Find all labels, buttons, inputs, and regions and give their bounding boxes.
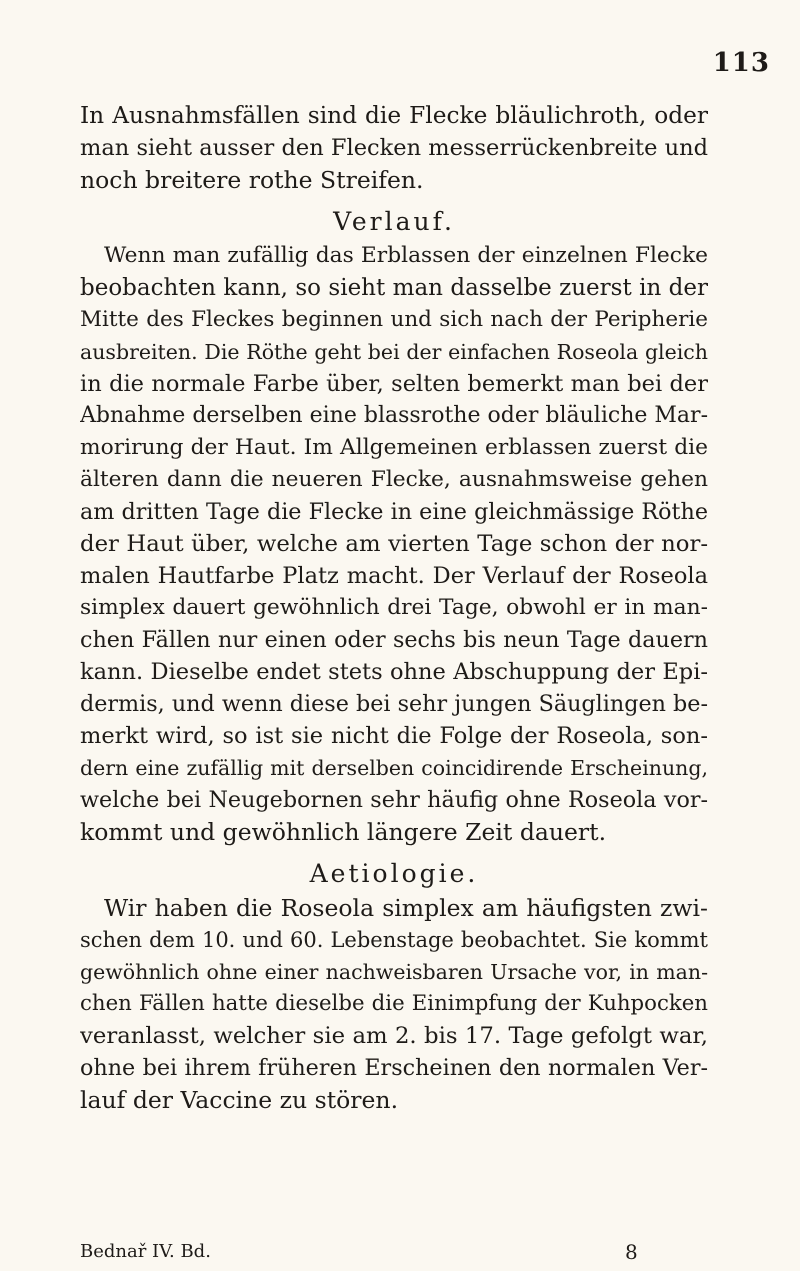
text-line: beobachten kann, so sieht man dasselbe zuerst in der [80, 275, 708, 301]
text-line: simplex dauert gewöhnlich drei Tage, obwohl er in man- [80, 595, 708, 620]
text-line: welche bei Neugebornen sehr häufig ohne Roseola vor- [80, 787, 708, 813]
text-line: gewöhnlich ohne einer nachweisbaren Ursache vor, in man- [80, 960, 708, 984]
signature-mark: Bednař IV. Bd. [80, 1241, 211, 1262]
text-line: noch breitere rothe Streifen. [80, 166, 424, 194]
text-line: älteren dann die neueren Flecke, ausnahmsweise gehen [80, 467, 708, 492]
text-line: Wenn man zufällig das Erblassen der einzelnen Flecke [104, 243, 708, 268]
text-line: man sieht ausser den Flecken messerrückenbreite und [80, 135, 708, 161]
text-line: In Ausnahmsfällen sind die Flecke bläulichroth, oder [80, 102, 708, 129]
paragraph-3 [80, 892, 708, 1116]
section-heading-verlauf: Verlauf. [333, 207, 455, 236]
page-number: 113 [712, 48, 770, 78]
text-line: merkt wird, so ist sie nicht die Folge der Roseola, son- [80, 723, 708, 749]
text-line: dermis, und wenn diese bei sehr jungen Säuglingen be- [80, 691, 708, 717]
text-line: Mitte des Fleckes beginnen und sich nach der Peripherie [80, 307, 708, 332]
section-heading-aetiologie: Aetiologie. [309, 859, 479, 888]
text-block [80, 100, 708, 1116]
text-line: in die normale Farbe über, selten bemerkt man bei der [80, 371, 708, 397]
text-line: kann. Dieselbe endet stets ohne Abschuppung der Epi- [80, 659, 708, 685]
text-line: chen Fällen nur einen oder sechs bis neun Tage dauern [80, 627, 708, 653]
text-line: morirung der Haut. Im Allgemeinen erblassen zuerst die [80, 435, 708, 460]
text-line: am dritten Tage die Flecke in eine gleichmässige Röthe [80, 499, 708, 525]
text-line: Wir haben die Roseola simplex am häufigsten zwi- [104, 894, 708, 922]
text-line: dern eine zufällig mit derselben coincidirende Erscheinung, [80, 756, 708, 780]
text-line: veranlasst, welcher sie am 2. bis 17. Tage gefolgt war, [80, 1023, 708, 1049]
paragraph-1 [80, 100, 708, 196]
text-line: lauf der Vaccine zu stören. [80, 1086, 399, 1114]
text-line: chen Fällen hatte dieselbe die Einimpfung der Kuhpocken [80, 991, 708, 1016]
text-line: kommt und gewöhnlich längere Zeit dauert. [80, 818, 607, 846]
text-line: der Haut über, welche am vierten Tage schon der nor- [80, 531, 708, 557]
text-line: malen Hautfarbe Platz macht. Der Verlauf der Roseola [80, 563, 708, 589]
text-line: ohne bei ihrem früheren Erscheinen den normalen Ver- [80, 1055, 708, 1081]
text-line: ausbreiten. Die Röthe geht bei der einfachen Roseola gleich [80, 340, 708, 364]
text-line: Abnahme derselben eine blassrothe oder bläuliche Mar- [80, 403, 708, 428]
text-line: schen dem 10. und 60. Lebenstage beobachtet. Sie kommt [80, 928, 708, 952]
paragraph-2 [80, 240, 708, 848]
sheet-number: 8 [625, 1240, 638, 1264]
